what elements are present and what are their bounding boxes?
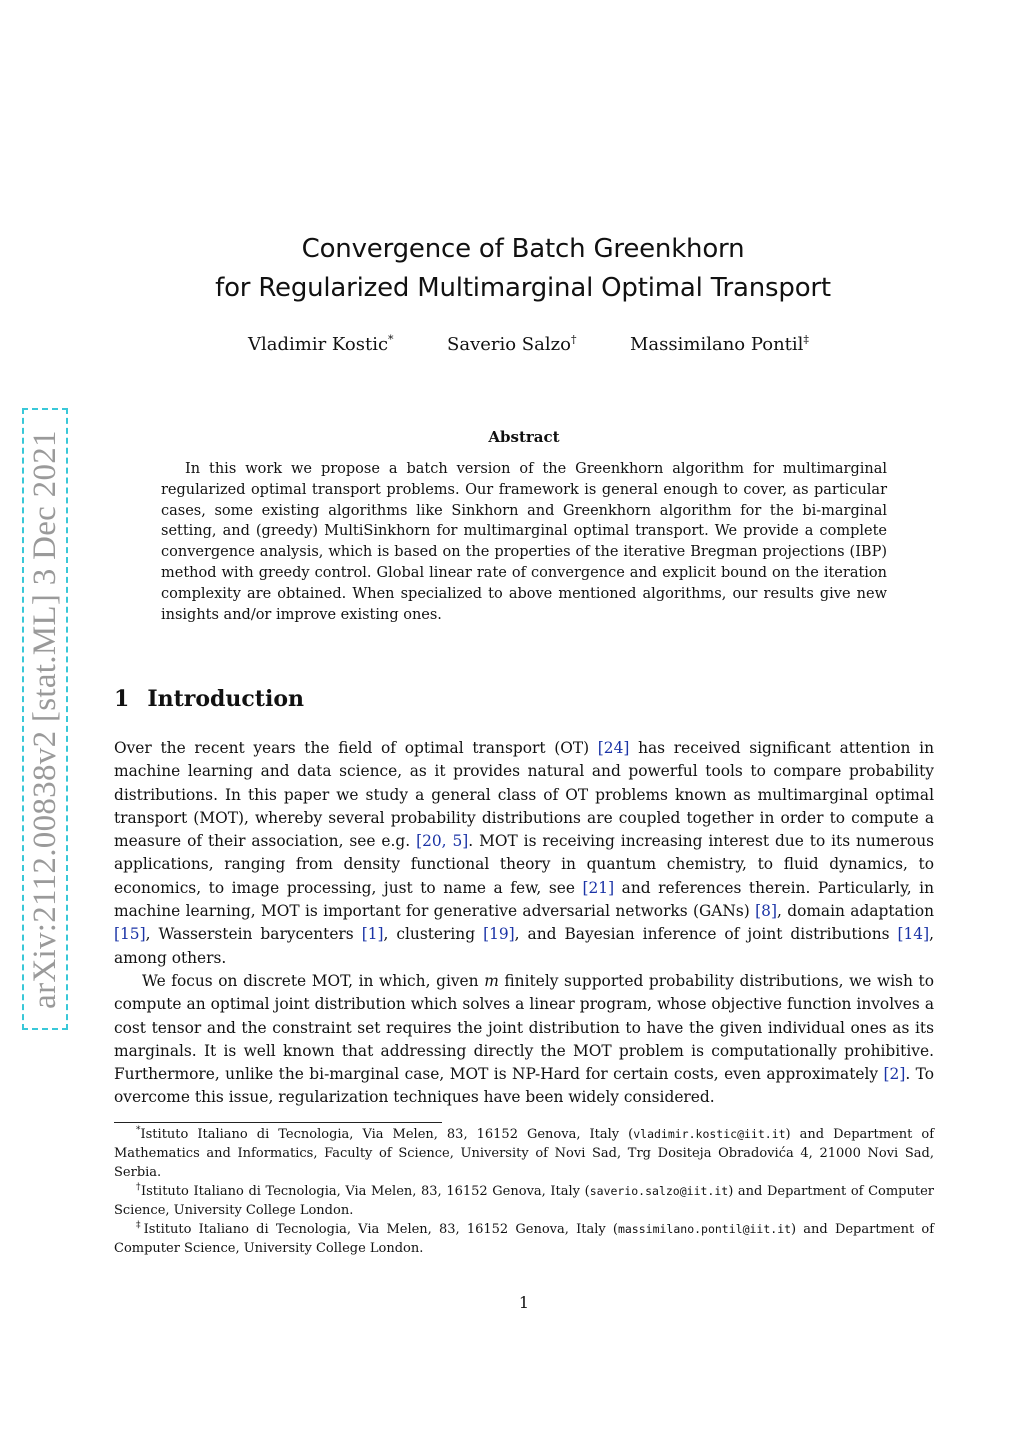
citation-link[interactable]: [14] <box>897 925 930 944</box>
text-run: finitely supported probability distributions, we wish to compute an optimal joint distribution which solves a linear program, whose objective function involves a cost tensor and the constraint set requires the joint distribution to have the given individual ones as its marginals. It is well known that addressing directly the MOT problem is computationally prohibitive. Furthermore, unlike the bi-marginal case, MOT is NP-Hard for certain costs, even approximately <box>114 971 934 1084</box>
citation-link[interactable]: [20, 5] <box>416 832 469 851</box>
author-name: Massimilano Pontil <box>630 334 804 355</box>
text-run: , clustering <box>383 925 484 944</box>
footnotes <box>114 1125 934 1258</box>
intro-paragraph-2 <box>114 970 934 1110</box>
section-title: Introduction <box>147 686 304 712</box>
footnote-rule <box>114 1122 442 1123</box>
citation-link[interactable]: [2] <box>883 1065 906 1084</box>
citation-link[interactable]: [21] <box>582 878 615 897</box>
author-3 <box>630 334 809 355</box>
abstract-heading: Abstract <box>488 428 560 446</box>
footnote-text: Istituto Italiano di Tecnologia, Via Melen, 83, 16152 Genova, Italy ( <box>143 1222 618 1237</box>
text-run: We focus on discrete MOT, in which, given <box>142 971 485 990</box>
author-2 <box>447 334 576 355</box>
footnote-text: ) and Department of Computer Science, University College London. <box>114 1184 935 1218</box>
arxiv-stamp[interactable] <box>22 408 68 1030</box>
author-mark: ‡ <box>803 333 809 346</box>
email-link[interactable]: saverio.salzo@iit.it <box>589 1184 729 1198</box>
page-number: 1 <box>518 1293 530 1312</box>
title-line-2: for Regularized Multimarginal Optimal Transport <box>215 273 831 303</box>
text-run: and references therein. Particularly, in machine learning, MOT is important for generative adversarial networks (GANs) <box>114 878 934 921</box>
text-run: , among others. <box>114 925 935 967</box>
text-run: Over the recent years the field of optimal transport (OT) <box>114 739 598 757</box>
abstract-text <box>161 459 887 625</box>
footnote-text: ) and Department of Computer Science, University College London. <box>114 1222 935 1256</box>
section-heading <box>114 686 322 712</box>
footnote-3 <box>114 1220 934 1258</box>
section-number: 1 <box>114 686 130 712</box>
paper-title <box>150 230 896 308</box>
author-1 <box>248 334 394 355</box>
email-link[interactable]: massimilano.pontil@iit.it <box>617 1222 792 1236</box>
title-line-1: Convergence of Batch Greenkhorn <box>301 234 745 264</box>
author-mark: * <box>388 333 394 346</box>
citation-link[interactable]: [15] <box>114 925 146 944</box>
citation-link[interactable]: [8] <box>755 902 777 921</box>
footnote-text: ) and Department of Mathematics and Informatics, Faculty of Science, University of Novi Sad, Trg Dositeja Obradovića 4, 21000 Novi Sad, Serbia. <box>114 1127 935 1180</box>
text-run: , Wasserstein barycenters <box>145 925 362 944</box>
text-run: . To overcome this issue, regularization techniques have been widely considered. <box>114 1065 934 1107</box>
footnote-text: Istituto Italiano di Tecnologia, Via Melen, 83, 16152 Genova, Italy ( <box>141 1184 590 1199</box>
text-run: . MOT is receiving increasing interest due to its numerous applications, ranging from density functional theory in quantum chemistry, to fluid dynamics, to economics, to image processing, just to name a few, see <box>114 832 935 897</box>
footnote-1 <box>114 1125 934 1182</box>
footnote-mark: ‡ <box>136 1220 144 1231</box>
author-mark: † <box>570 333 577 346</box>
email-link[interactable]: vladimir.kostic@iit.it <box>633 1127 786 1141</box>
footnote-2 <box>114 1182 934 1220</box>
author-name: Vladimir Kostic <box>248 334 389 355</box>
text-run: has received significant attention in machine learning and data science, as it provides natural and powerful tools to compare probability distributions. In this paper we study a general class of OT problems known as multimarginal optimal transport (MOT), whereby several probability distributions are coupled together in order to compute a measure of their association, see e.g. <box>114 739 934 851</box>
author-name: Saverio Salzo <box>447 334 571 355</box>
abstract-paragraph: In this work we propose a batch version of the Greenkhorn algorithm for multimarginal regularized optimal transport problems. Our framework is general enough to cover, as particular cases, some existing algorithms like Sinkhorn and Greenkhorn algorithm for the bi-marginal setting, and (greedy) MultiSinkhorn for multimarginal optimal transport. We provide a complete convergence analysis, which is based on the properties of the iterative Bregman projections (IBP) method with greedy control. Global linear rate of convergence and explicit bound on the iteration complexity are obtained. When specialized to above mentioned algorithms, our results give new insights and/or improve existing ones. <box>161 461 887 623</box>
intro-paragraph-1 <box>114 737 934 970</box>
footnote-mark: † <box>136 1182 141 1193</box>
text-run: , domain adaptation <box>776 902 934 921</box>
arxiv-stamp-text[interactable]: arXiv:2112.00838v2 [stat.ML] 3 Dec 2021 <box>26 429 63 1009</box>
math-symbol: m <box>484 971 499 990</box>
citation-link[interactable]: [1] <box>361 925 384 944</box>
intro-body <box>114 737 934 1110</box>
citation-link[interactable]: [19] <box>483 925 515 944</box>
footnote-text: Istituto Italiano di Tecnologia, Via Melen, 83, 16152 Genova, Italy ( <box>140 1127 634 1142</box>
citation-link[interactable]: [24] <box>597 739 630 757</box>
text-run: , and Bayesian inference of joint distributions <box>514 925 898 944</box>
footnote-mark: * <box>136 1125 141 1136</box>
